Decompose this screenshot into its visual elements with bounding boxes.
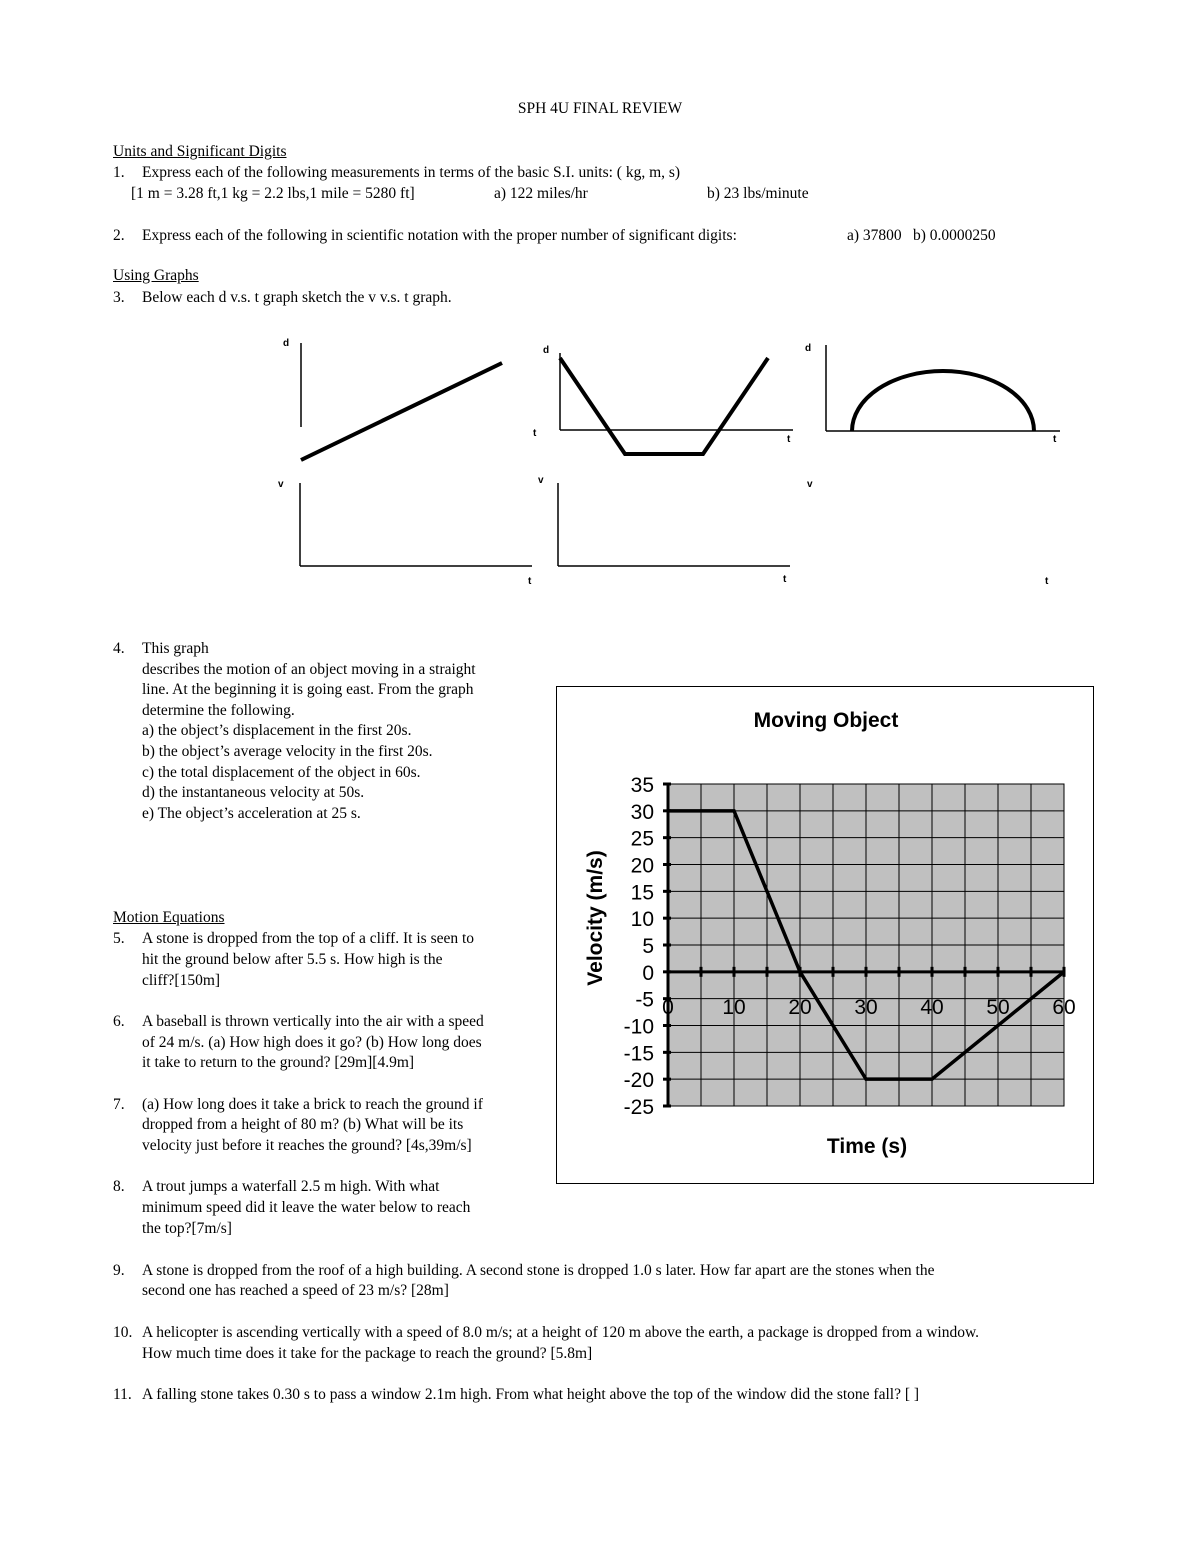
y-tick-label: 10 xyxy=(630,908,654,932)
q2-text: Express each of the following in scientific notation with the proper number of significant digits: xyxy=(142,227,737,244)
q3-number: 3. xyxy=(113,289,125,306)
q1-number: 1. xyxy=(113,164,125,181)
graph2-vt-t-label: t xyxy=(783,574,787,585)
q9-line: A stone is dropped from the roof of a high building. A second stone is dropped 1.0 s later. How far apart are the stones when the xyxy=(142,1262,935,1279)
y-tick-label: 25 xyxy=(630,827,654,851)
q1-part-b: b) 23 lbs/minute xyxy=(707,185,809,202)
q4-line: line. At the beginning it is going east. From the graph xyxy=(142,681,474,698)
q4-line: e) The object’s acceleration at 25 s. xyxy=(142,805,361,822)
graph2-d-line xyxy=(560,358,768,454)
q5-line: hit the ground below after 5.5 s. How high is the xyxy=(142,951,443,968)
y-tick-label: -5 xyxy=(635,988,654,1012)
q8-number: 8. xyxy=(113,1178,125,1195)
x-tick-label: 50 xyxy=(986,995,1010,1019)
q10-line: How much time does it take for the package to reach the ground? [5.8m] xyxy=(142,1345,593,1362)
y-tick-label: 20 xyxy=(630,854,654,878)
q8-line: A trout jumps a waterfall 2.5 m high. With what xyxy=(142,1178,440,1195)
q6-line: A baseball is thrown vertically into the air with a speed xyxy=(142,1013,484,1030)
q1-conversions: [1 m = 3.28 ft,1 kg = 2.2 lbs,1 mile = 5280 ft] xyxy=(131,185,415,202)
q9-line: second one has reached a speed of 23 m/s? [28m] xyxy=(142,1282,449,1299)
q4-line: describes the motion of an object moving in a straight xyxy=(142,661,476,678)
section-graphs-heading: Using Graphs xyxy=(113,267,199,284)
graph1-d-line xyxy=(301,363,502,460)
y-tick-label: -20 xyxy=(623,1069,654,1093)
q11-number: 11. xyxy=(113,1386,132,1403)
y-tick-label: 30 xyxy=(630,800,654,824)
x-tick-label: 30 xyxy=(854,995,878,1019)
y-tick-label: 15 xyxy=(630,881,654,905)
q7-line: velocity just before it reaches the ground? [4s,39m/s] xyxy=(142,1137,472,1154)
q6-line: it take to return to the ground? [29m][4.9m] xyxy=(142,1054,415,1071)
velocity-chart xyxy=(556,686,1094,1184)
q4-line: This graph xyxy=(142,640,209,657)
x-tick-label: 60 xyxy=(1052,995,1076,1019)
q3-text: Below each d v.s. t graph sketch the v v.s. t graph. xyxy=(142,289,452,306)
y-tick-label: -15 xyxy=(623,1042,654,1066)
x-tick-label: 40 xyxy=(920,995,944,1019)
graph1-t-label: t xyxy=(533,428,537,439)
graph1-vt-t-label: t xyxy=(528,576,532,587)
graph3-d-arc xyxy=(852,371,1034,431)
dt-vt-graphs xyxy=(270,335,1070,595)
q1-text: Express each of the following measurements in terms of the basic S.I. units: ( kg, m, s) xyxy=(142,164,681,181)
q4-line: b) the object’s average velocity in the first 20s. xyxy=(142,743,433,760)
q5-number: 5. xyxy=(113,930,125,947)
y-tick-label: -10 xyxy=(623,1015,654,1039)
graph1-v-label: v xyxy=(278,479,284,490)
graph1-d-label: d xyxy=(283,338,290,349)
q7-line: (a) How long does it take a brick to reach the ground if xyxy=(142,1096,483,1113)
section-motion-heading: Motion Equations xyxy=(113,909,225,926)
x-tick-label: 20 xyxy=(788,995,812,1019)
section-units-heading: Units and Significant Digits xyxy=(113,143,287,160)
q2-part-b: b) 0.0000250 xyxy=(913,227,996,244)
q4-line: d) the instantaneous velocity at 50s. xyxy=(142,784,365,801)
q6-line: of 24 m/s. (a) How high does it go? (b) How long does xyxy=(142,1034,482,1051)
y-tick-label: 0 xyxy=(642,961,654,985)
graph3-v-label: v xyxy=(807,479,813,490)
q8-line: minimum speed did it leave the water below to reach xyxy=(142,1199,471,1216)
q1-part-a: a) 122 miles/hr xyxy=(494,185,588,202)
y-axis-label: Velocity (m/s) xyxy=(584,850,607,986)
q8-line: the top?[7m/s] xyxy=(142,1220,232,1237)
q5-line: cliff?[150m] xyxy=(142,972,221,989)
q4-number: 4. xyxy=(113,640,125,657)
x-tick-label: 0 xyxy=(662,995,674,1019)
graph3-d-label: d xyxy=(805,343,812,354)
y-tick-label: 5 xyxy=(642,935,654,958)
graph2-v-label: v xyxy=(538,475,544,486)
chart-title: Moving Object xyxy=(753,709,899,732)
q10-line: A helicopter is ascending vertically with a speed of 8.0 m/s; at a height of 120 m above the earth, a package is dropped from a window. xyxy=(142,1324,980,1341)
graph3-vt-t-label: t xyxy=(1045,576,1049,587)
x-axis-label: Time (s) xyxy=(826,1135,908,1158)
q5-line: A stone is dropped from the top of a cliff. It is seen to xyxy=(142,930,475,947)
q7-line: dropped from a height of 80 m? (b) What will be its xyxy=(142,1116,464,1133)
page-title: SPH 4U FINAL REVIEW xyxy=(517,100,683,117)
q6-number: 6. xyxy=(113,1013,125,1030)
q10-number: 10. xyxy=(113,1324,133,1341)
q2-part-a: a) 37800 xyxy=(847,227,902,244)
graph2-d-label: d xyxy=(543,345,550,356)
q4-line: c) the total displacement of the object in 60s. xyxy=(142,764,421,781)
graph2-t-label: t xyxy=(787,434,791,445)
y-tick-label: 35 xyxy=(630,774,654,797)
q2-number: 2. xyxy=(113,227,125,244)
q4-line: determine the following. xyxy=(142,702,295,719)
q4-line: a) the object’s displacement in the first 20s. xyxy=(142,722,412,739)
q7-number: 7. xyxy=(113,1096,125,1113)
x-tick-label: 10 xyxy=(722,995,746,1019)
graph3-t-label: t xyxy=(1053,434,1057,445)
y-tick-label: -25 xyxy=(623,1096,654,1119)
q11-text: A falling stone takes 0.30 s to pass a window 2.1m high. From what height above the top of the window did the stone fall? [ ] xyxy=(142,1386,920,1403)
q9-number: 9. xyxy=(113,1262,125,1279)
